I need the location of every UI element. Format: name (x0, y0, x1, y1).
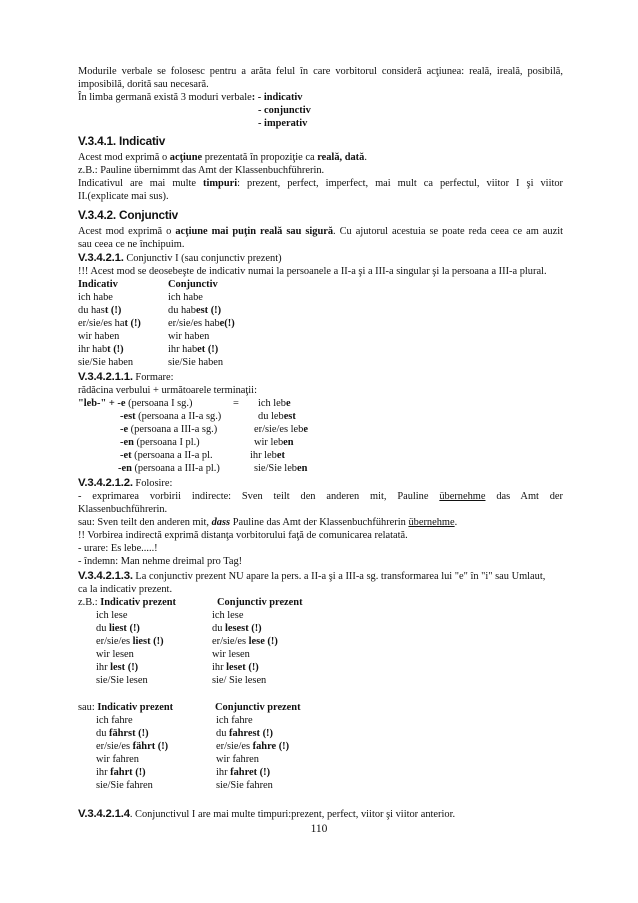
cell-a-bold: fahrt (!) (110, 767, 146, 778)
section-number: V.3.4.2.1. (78, 252, 124, 264)
indicativ-example: z.B.: Pauline übernimmt das Amt der Klassenbuchführerin. (78, 165, 325, 176)
example-word (250, 450, 285, 462)
cell-a: du (96, 623, 109, 634)
intro-moods-text: În limba germană există 3 moduri verbale (78, 92, 252, 103)
cell-b-text: wir fahren (216, 754, 259, 765)
cell-a-bold: t (!) (107, 344, 124, 355)
subheading-formare (78, 371, 563, 384)
cell-b-bold: lese (!) (248, 636, 278, 647)
conjunctiv-line-2: sau ceea ce ne închipuim. (78, 239, 185, 250)
ending-row (120, 411, 540, 423)
cell-b (168, 344, 218, 356)
cell-b-text: ihr (212, 662, 227, 673)
intro-line-2: imposibilă, dorită sau necesară. (78, 79, 209, 90)
cell-b (216, 715, 253, 727)
cell-a: er/sie/es ha (78, 318, 125, 329)
ending-row (120, 450, 540, 462)
cell-b-text: er/sie/es (212, 636, 249, 647)
underlined-verb: übernehme (408, 517, 455, 528)
word-ending: en (283, 437, 294, 448)
cell-b (216, 741, 289, 753)
underlined-verb: übernehme (439, 491, 486, 502)
word-stem: sie/Sie leb (254, 463, 297, 474)
col-header-conjunctiv-prezent: Conjunctiv prezent (215, 702, 301, 713)
cell-a-bold: t (!) (124, 318, 141, 329)
cell-b (212, 610, 243, 622)
section-title: Folosire: (132, 478, 173, 489)
section-number: V.3.4.2.1.1. (78, 371, 133, 383)
cell-a: ich fahre (96, 715, 133, 726)
subheading-conjunctiv-1 (78, 252, 563, 265)
fahren-row (96, 767, 496, 779)
indicativ-line-3 (78, 178, 563, 190)
word-ending: et (276, 450, 285, 461)
cell-a: er/sie/es (96, 741, 133, 752)
intro-mood-conjunctiv: - conjunctiv (258, 105, 311, 116)
intro-line-1: Modurile verbale se folosesc pentru a arăta felul în care vorbitorul consideră acţiunea: reală, ireală, posibilă, (78, 66, 563, 77)
folosire-indemn: - îndemn: Man nehme dreimal pro Tag! (78, 556, 243, 567)
word-stem: er/sie/es leb (254, 424, 304, 435)
cell-b-text: du (212, 623, 225, 634)
cell-b-text: sie/Sie fahren (216, 780, 273, 791)
ending-desc: (persoana a II-a pl. (131, 450, 213, 461)
cell-b-text: sie/ Sie lesen (212, 675, 267, 686)
col-header-conjunctiv-prezent: Conjunctiv prezent (217, 597, 303, 608)
folosire-line-3 (78, 517, 563, 529)
cell-a-bold: lest (!) (110, 662, 139, 673)
fahren-row (96, 754, 496, 766)
example-word (254, 463, 307, 475)
page-number: 110 (310, 823, 328, 835)
cell-a: wir lesen (96, 649, 134, 660)
emph-reala: reală, dată (317, 152, 365, 163)
intro-mood-indicativ: : - indicativ (251, 92, 303, 103)
ending-desc: (persoana a III-a sg.) (128, 424, 218, 435)
ending: -et (120, 450, 132, 461)
indicativ-line-1 (78, 152, 563, 164)
section-title: Formare: (132, 372, 174, 383)
section-number: V.3.4.2.1.3. (78, 570, 133, 582)
cell-b-bold: fahrest (!) (229, 728, 273, 739)
example-word (254, 437, 294, 449)
haben-row (78, 357, 563, 369)
lesen-row (96, 675, 496, 687)
ending-row (120, 424, 540, 436)
haben-row (78, 331, 563, 343)
intro-line-3 (78, 92, 563, 104)
emph-actiune-mai-putin: acţiune mai puţin reală sau sigură (175, 226, 334, 237)
cell-b-text: du hab (168, 305, 196, 316)
table-header-2 (78, 702, 563, 714)
cell-a-bold: liest (!) (132, 636, 164, 647)
cell-a: sie/Sie fahren (96, 780, 153, 791)
example-word (258, 398, 291, 410)
haben-row (78, 318, 563, 330)
text: das Amt der (485, 491, 564, 502)
cell-b-bold: leset (!) (226, 662, 259, 673)
cell-a: wir fahren (96, 754, 139, 765)
table-header (78, 597, 563, 609)
cell-b (212, 623, 262, 635)
ending-row (78, 398, 563, 410)
word-stem: wir leb (254, 437, 284, 448)
cell-b-text: ihr (216, 767, 231, 778)
lesen-row (96, 610, 496, 622)
folosire-urare: - urare: Es lebe.....! (78, 543, 158, 554)
cell-a: ich lese (96, 610, 128, 621)
lesen-row (96, 636, 496, 648)
text: Acest mod exprimă o (78, 152, 170, 163)
cell-b (216, 767, 270, 779)
subheading-conjunctiv-prezent (78, 570, 563, 583)
cell-a-bold: t (!) (104, 305, 122, 316)
lesen-row (96, 662, 496, 674)
word-stem: du leb (258, 411, 284, 422)
text: sau: (78, 702, 98, 713)
col-header-indicativ-prezent: Indicativ prezent (100, 597, 176, 608)
cell-b-bold: lesest (!) (225, 623, 262, 634)
cell-b (212, 636, 278, 648)
ending-desc: (persoana I sg.) (125, 398, 193, 409)
text: . (454, 517, 458, 528)
cell-b-bold: e(!) (219, 318, 235, 329)
intro-mood-imperativ: - imperativ (258, 118, 308, 129)
haben-row (78, 305, 563, 317)
word-ending: e (286, 398, 291, 409)
equals-sign: = (233, 398, 239, 409)
section-text: La conjunctiv prezent NU apare la pers. a II-a şi a III-a sg. transformarea lui "e" în "i" sau Umlaut, (132, 571, 546, 582)
lesen-row (96, 649, 496, 661)
cell-b (168, 305, 221, 317)
cell-b-text: du (216, 728, 229, 739)
fahren-row (96, 741, 496, 753)
cell-b-text: er/sie/es hab (168, 318, 220, 329)
cell-b (168, 318, 235, 330)
cell-b-bold: et (!) (197, 344, 219, 355)
emph-actiune: acţiune (169, 152, 203, 163)
word-ending: est (283, 411, 296, 422)
ending: -en (120, 437, 134, 448)
text: sau: Sven teilt den anderen mit, (78, 517, 212, 528)
text: - exprimarea vorbirii indirecte: Sven teilt den anderen mit, Pauline (78, 491, 440, 502)
cell-a: ihr (96, 767, 111, 778)
emph-timpuri: timpuri (203, 178, 238, 189)
text: Indicativul are mai multe (78, 178, 204, 189)
heading-conjunctiv: V.3.4.2. Conjunctiv (78, 208, 179, 222)
cell-b-text: ihr hab (168, 344, 198, 355)
cell-a: sie/Sie haben (78, 357, 134, 368)
cell-b-text: er/sie/es (216, 741, 253, 752)
text: . (364, 152, 367, 163)
folosire-note: !! Vorbirea indirectă exprimă distanţa vorbitorului faţă de comunicarea relatată. (78, 530, 408, 541)
cell-b-bold: fahret (!) (230, 767, 271, 778)
stem-leb: "leb-" + (78, 398, 118, 409)
cell-b (212, 649, 250, 661)
heading-indicativ: V.3.4.1. Indicativ (78, 134, 166, 148)
cell-b-text: ich lese (212, 610, 244, 621)
text: . Cu ajutorul acestuia se poate reda ceea ce am auzit (333, 226, 564, 237)
cell-a-bold: fährt (!) (132, 741, 169, 752)
ending: -e (120, 424, 129, 435)
ending: -en (118, 463, 132, 474)
ending-desc: (persoana a III-a pl.) (131, 463, 220, 474)
col-header-indicativ: Indicativ (78, 279, 118, 290)
section-number: V.3.4.2.1.4 (78, 808, 130, 820)
lesen-row (96, 623, 496, 635)
example-word (254, 424, 308, 436)
word-stem: ich leb (258, 398, 286, 409)
sub3-line-2: ca la indicativ prezent. (78, 584, 173, 595)
cell-b (168, 331, 209, 343)
cell-a: ich habe (78, 292, 113, 303)
cell-b-bold: fahre (!) (252, 741, 290, 752)
haben-row (78, 344, 563, 356)
ending-row (118, 463, 538, 475)
cell-b (212, 675, 266, 687)
haben-row (78, 292, 563, 304)
section-number: V.3.4.2.1.2. (78, 477, 133, 489)
cell-a-bold: liest (!) (109, 623, 140, 634)
text: z.B.: (78, 597, 101, 608)
conjunctiv-note: !!! Acest mod se deosebeşte de indicativ numai la persoanele a II-a şi a III-a singular şi la persoana a III-a plural. (78, 266, 547, 277)
formare-line-1: rădăcina verbului + următoarele terminaţii: (78, 385, 257, 396)
cell-b (216, 754, 259, 766)
col-header-indicativ-prezent: Indicativ prezent (97, 702, 174, 713)
cell-a: du has (78, 305, 105, 316)
cell-b-text: ich habe (168, 292, 203, 303)
text: Acest mod exprimă o (78, 226, 176, 237)
cell-b (168, 357, 223, 369)
cell-b-bold: est (!) (196, 305, 222, 316)
folosire-line-2: Klassenbuchführerin. (78, 504, 168, 515)
cell-a: er/sie/es (96, 636, 133, 647)
cell-a: du (96, 728, 109, 739)
cell-b-text: ich fahre (216, 715, 253, 726)
cell-a-bold: fährst (!) (109, 728, 149, 739)
subheading-conjunctiv-timpuri (78, 808, 563, 821)
text: prezentată în propoziţie ca (202, 152, 318, 163)
folosire-line-1 (78, 491, 563, 503)
text: : prezent, perfect, imperfect, mai mult ca perfectul, viitor I şi viitor (237, 178, 563, 189)
word-ending: en (297, 463, 308, 474)
cell-b (212, 662, 259, 674)
ending-desc: (persoana I pl.) (133, 437, 200, 448)
section-title: Conjunctiv I (sau conjunctiv prezent) (123, 253, 282, 264)
text: Pauline das Amt der Klassenbuchführerin (230, 517, 409, 528)
ending-desc: (persoana a II-a sg.) (135, 411, 222, 422)
fahren-row (96, 780, 496, 792)
ending-row (120, 437, 540, 449)
cell-b-text: wir haben (168, 331, 210, 342)
ending: -est (120, 411, 136, 422)
cell-a: wir haben (78, 331, 120, 342)
cell-a: ihr (96, 662, 111, 673)
cell-b (168, 292, 203, 304)
cell-b-text: sie/Sie haben (168, 357, 224, 368)
cell-a: sie/Sie lesen (96, 675, 148, 686)
cell-b (216, 728, 273, 740)
cell-b-text: wir lesen (212, 649, 250, 660)
cell-a: ihr hab (78, 344, 108, 355)
ending: -e (117, 398, 126, 409)
fahren-row (96, 715, 496, 727)
emph-dass: dass (211, 517, 231, 528)
example-word (258, 411, 296, 423)
word-stem: ihr leb (250, 450, 277, 461)
cell-b (216, 780, 273, 792)
subheading-folosire (78, 477, 563, 490)
col-header-conjunctiv: Conjunctiv (168, 279, 218, 290)
section-text: . Conjunctivul I are mai multe timpuri:prezent, perfect, viitor şi viitor anterior. (129, 809, 456, 820)
word-ending: e (303, 424, 308, 435)
fahren-row (96, 728, 496, 740)
indicativ-line-4: II.(explicate mai sus). (78, 191, 169, 202)
conjunctiv-line-1 (78, 226, 563, 238)
